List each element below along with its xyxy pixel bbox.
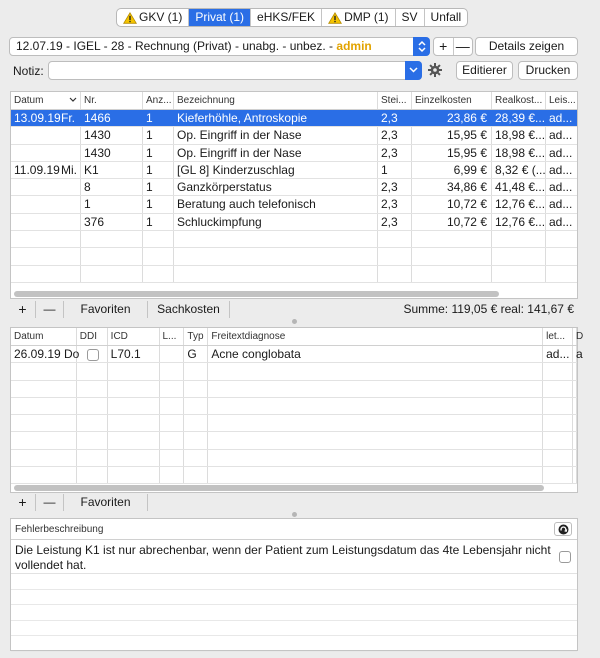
column-label: Anz... (146, 95, 172, 106)
column-label: let... (546, 331, 566, 342)
cell-datum (11, 467, 77, 483)
cell-date: 26.09.19 (14, 347, 61, 361)
column-label: Stei... (381, 95, 407, 106)
cell-einzel: 10,72 € (412, 196, 492, 212)
tab-label: GKV (1) (139, 10, 183, 24)
cell-icd (108, 432, 160, 448)
cell-einzel: 6,99 € (412, 162, 492, 178)
cell-d: a (573, 346, 577, 362)
diagnoses-body (11, 346, 583, 484)
cell-icd (108, 363, 160, 379)
services-col-header[interactable] (378, 92, 412, 109)
cell-stei (378, 248, 412, 264)
column-label: L... (162, 331, 177, 342)
cell-icd (108, 415, 160, 431)
cell-date: 13.09.19 (14, 111, 61, 125)
cell-bez: Op. Eingriff in der Nase (174, 145, 378, 161)
cell-datum (11, 179, 81, 195)
cell-real: 28,39 €... (492, 110, 546, 126)
cell-nr: 376 (81, 214, 143, 230)
cell-let (543, 415, 573, 431)
refresh-button[interactable] (554, 522, 572, 536)
empty-row (11, 248, 577, 265)
diagnoses-col-header[interactable] (208, 328, 543, 345)
cell-nr (81, 266, 143, 282)
diagnoses-table (10, 327, 584, 493)
cell-real: 12,76 €... (492, 214, 546, 230)
cell-ddi (77, 381, 108, 397)
error-panel-title: Fehlerbeschreibung (15, 524, 104, 535)
services-header (11, 92, 577, 110)
gear-icon[interactable] (427, 62, 443, 78)
cell-d (573, 450, 577, 466)
cell-einzel: 15,95 € (412, 145, 492, 161)
cell-nr: 1466 (81, 110, 143, 126)
cell-datum (11, 398, 77, 414)
cell-leis: ad... (549, 180, 573, 195)
cell-leis (546, 231, 575, 247)
cell-bez: Op. Eingriff in der Nase (174, 127, 378, 143)
cell-datum (11, 450, 77, 466)
chevron-down-icon[interactable] (405, 61, 422, 80)
cell-bez: Kieferhöhle, Antroskopie (174, 110, 378, 126)
column-label: Freitextdiagnose (211, 331, 286, 342)
services-col-header[interactable] (546, 92, 575, 109)
cell-anz (143, 231, 174, 247)
cell-let (543, 363, 573, 379)
cell-typ (184, 450, 208, 466)
diagnoses-col-header[interactable] (184, 328, 208, 345)
services-col-header[interactable] (143, 92, 174, 109)
cell-datum (11, 248, 81, 264)
cell-real (492, 231, 546, 247)
print-button[interactable]: Drucken (518, 61, 578, 80)
cell-stei: 2,3 (378, 145, 412, 161)
cell-datum (11, 127, 81, 143)
invoice-select[interactable] (9, 37, 430, 56)
cell-text (208, 415, 543, 431)
cell-d (573, 415, 577, 431)
cell-weekday: Fr. (61, 111, 75, 125)
diagnoses-col-header[interactable] (108, 328, 160, 345)
cell-d (573, 381, 577, 397)
cell-let (543, 450, 573, 466)
cell-icd (108, 450, 160, 466)
cell-nr: 1430 (81, 145, 143, 161)
cell-l (160, 381, 185, 397)
empty-row (11, 415, 577, 432)
error-ack-checkbox[interactable] (559, 551, 571, 563)
cell-stei (378, 266, 412, 282)
cell-real: 8,32 € (... (492, 162, 546, 178)
remove-service-button[interactable]: — (36, 301, 64, 318)
cell-date: 11.09.19 (14, 162, 60, 177)
cell-typ: G (184, 346, 208, 362)
cell-ddi (77, 450, 108, 466)
cell-real (492, 266, 546, 282)
cell-d (573, 398, 577, 414)
cell-bez: [GL 8] Kinderzuschlag (174, 162, 378, 178)
cell-bez: Ganzkörperstatus (174, 179, 378, 195)
cell-leis: ad... (549, 111, 573, 125)
cell-leis (546, 248, 575, 264)
sum-total: Summe: 119,05 € real: 141,67 € (403, 302, 574, 316)
warning-icon (328, 12, 342, 24)
cell-real (492, 248, 546, 264)
remove-invoice-button[interactable]: — (455, 38, 470, 54)
cell-text (208, 363, 543, 379)
error-text: Die Leistung K1 ist nur abrechenbar, wenn der Patient zum Leistungsdatum das 4te Lebensjahr nicht vollendet hat. (15, 543, 551, 572)
column-label: Datum (14, 331, 44, 342)
sachkosten-button[interactable]: Sachkosten (148, 301, 230, 318)
cell-icd (108, 381, 160, 397)
cell-typ (184, 398, 208, 414)
cell-let (543, 398, 573, 414)
column-label: DDI (79, 331, 97, 342)
empty-row (11, 381, 577, 398)
table-row[interactable] (11, 127, 577, 144)
cell-text (208, 398, 543, 414)
cell-d (573, 363, 577, 379)
cell-anz (143, 266, 174, 282)
empty-row (11, 621, 577, 637)
column-label: Bezeichnung (177, 95, 235, 106)
column-label: Nr. (84, 95, 97, 106)
diagnoses-col-header[interactable] (573, 328, 584, 345)
split-handle[interactable] (292, 319, 297, 324)
cell-ddi (77, 432, 108, 448)
services-scrollbar[interactable] (14, 291, 499, 297)
cell-leis: ad... (549, 214, 573, 229)
tab-4[interactable] (396, 9, 425, 26)
cell-let (543, 467, 573, 483)
cell-let (543, 381, 573, 397)
cell-anz: 1 (143, 127, 174, 143)
cell-nr (81, 248, 143, 264)
diagnoses-toolbar (10, 493, 578, 511)
invoice-user: admin (336, 39, 372, 53)
select-stepper-icon[interactable] (413, 37, 430, 56)
cell-stei: 2,3 (378, 214, 412, 230)
error-list (11, 540, 577, 652)
column-label: Typ (187, 331, 204, 342)
cell-typ (184, 363, 208, 379)
cell-bez: Schluckimpfung (174, 214, 378, 230)
empty-row (11, 432, 577, 449)
cell-typ (184, 432, 208, 448)
diagnosis-favoriten-button[interactable]: Favoriten (64, 494, 148, 511)
cell-typ (184, 415, 208, 431)
cell-leis (546, 266, 575, 282)
cell-leis: ad... (549, 197, 573, 212)
cell-let (543, 432, 573, 448)
empty-row (11, 605, 577, 621)
cell-real: 41,48 €... (492, 179, 546, 195)
cell-einzel: 34,86 € (412, 179, 492, 195)
cell-datum (11, 110, 81, 126)
empty-row (11, 363, 577, 380)
tab-label: eHKS/FEK (257, 10, 316, 24)
cell-icd (108, 467, 160, 483)
edit-button[interactable]: Editierer (456, 61, 513, 80)
empty-row (11, 398, 577, 415)
cell-anz: 1 (143, 145, 174, 161)
cell-text (208, 432, 543, 448)
cell-stei: 2,3 (378, 179, 412, 195)
table-row[interactable] (11, 196, 577, 213)
cell-l (160, 432, 185, 448)
cell-ddi (77, 415, 108, 431)
invoice-select-text: 12.07.19 - IGEL - 28 - Rechnung (Privat) - unabg. - unbez. - (16, 39, 337, 53)
cell-d (573, 432, 577, 448)
cell-anz: 1 (143, 162, 174, 178)
cell-l (160, 398, 185, 414)
cell-ddi (77, 467, 108, 483)
diagnoses-header (11, 328, 584, 346)
error-panel-header (11, 519, 577, 540)
cell-l (160, 346, 185, 362)
empty-row (11, 574, 577, 590)
cell-nr: 1430 (81, 127, 143, 143)
cell-anz (143, 248, 174, 264)
column-label: Realkost... (495, 95, 543, 106)
services-table (10, 91, 578, 299)
invoice-add-remove (433, 37, 473, 56)
column-label: Leis... (549, 95, 576, 106)
cell-stei: 2,3 (378, 127, 412, 143)
cell-einzel: 23,86 € (412, 110, 492, 126)
cell-l (160, 363, 185, 379)
cell-datum (11, 214, 81, 230)
add-diagnosis-button[interactable]: + (10, 494, 36, 511)
empty-row (11, 266, 577, 283)
remove-diagnosis-button[interactable]: — (36, 494, 64, 511)
services-col-header[interactable] (174, 92, 378, 109)
table-row[interactable] (11, 145, 577, 162)
cell-einzel (412, 266, 492, 282)
billing-tabs (116, 8, 468, 27)
empty-row (11, 590, 577, 606)
cell-text (208, 381, 543, 397)
tab-label: Unfall (430, 10, 462, 24)
cell-leis: ad... (549, 145, 573, 160)
cell-text (208, 450, 543, 466)
cell-l (160, 467, 185, 483)
cell-nr: 8 (81, 179, 143, 195)
add-invoice-button[interactable]: + (434, 38, 454, 55)
cell-datum (11, 231, 81, 247)
cell-nr (81, 231, 143, 247)
cell-datum (11, 381, 77, 397)
refresh-icon (558, 524, 569, 535)
cell-let: ad... (543, 346, 573, 362)
tab-label: SV (401, 10, 418, 24)
split-handle-2[interactable] (292, 512, 297, 517)
cell-real: 18,98 €... (492, 145, 546, 161)
cell-einzel (412, 248, 492, 264)
cell-einzel (412, 231, 492, 247)
tab-0[interactable] (117, 9, 189, 26)
cell-icd (108, 398, 160, 414)
cell-nr: K1 (81, 162, 143, 178)
cell-bez (174, 231, 378, 247)
cell-datum (11, 415, 77, 431)
tab-2[interactable] (251, 9, 322, 26)
cell-icd: L70.1 (108, 346, 160, 362)
services-col-header[interactable] (11, 92, 81, 109)
empty-row (11, 636, 577, 652)
column-label: Datum (14, 95, 44, 106)
cell-typ (184, 381, 208, 397)
sort-chevron-icon (69, 92, 77, 110)
cell-real: 18,98 €... (492, 127, 546, 143)
column-label: Einzelkosten (415, 95, 472, 106)
diagnoses-col-header[interactable] (543, 328, 573, 345)
services-col-header[interactable] (412, 92, 492, 109)
cell-leis: ad... (549, 162, 573, 177)
cell-datum (11, 162, 81, 178)
cell-bez (174, 266, 378, 282)
notiz-label: Notiz: (13, 64, 44, 78)
cell-datum (11, 145, 81, 161)
diagnoses-col-header[interactable] (11, 328, 77, 345)
diagnoses-col-header[interactable] (160, 328, 185, 345)
cell-leis: ad... (549, 128, 573, 143)
tab-3[interactable] (322, 9, 395, 26)
tab-5[interactable] (425, 9, 468, 26)
cell-ddi (77, 363, 108, 379)
cell-weekday: Mi. (61, 162, 77, 177)
services-toolbar (10, 300, 578, 318)
cell-typ (184, 467, 208, 483)
cell-stei: 2,3 (378, 196, 412, 212)
cell-datum (11, 196, 81, 212)
cell-datum (11, 432, 77, 448)
cell-einzel: 15,95 € (412, 127, 492, 143)
table-row[interactable] (11, 346, 583, 363)
cell-datum (11, 266, 81, 282)
tab-label: DMP (1) (344, 10, 389, 24)
cell-ddi (77, 398, 108, 414)
table-row[interactable] (11, 214, 577, 231)
cell-d (573, 467, 577, 483)
cell-anz: 1 (143, 179, 174, 195)
ddi-checkbox[interactable] (87, 349, 99, 361)
cell-l (160, 450, 185, 466)
cell-bez: Beratung auch telefonisch (174, 196, 378, 212)
services-col-header[interactable] (492, 92, 546, 109)
empty-row (11, 450, 577, 467)
table-row[interactable] (11, 162, 577, 179)
cell-stei: 2,3 (378, 110, 412, 126)
services-body (11, 110, 577, 283)
cell-anz: 1 (143, 110, 174, 126)
cell-stei (378, 231, 412, 247)
cell-text (208, 467, 543, 483)
cell-stei: 1 (378, 162, 412, 178)
column-label: ICD (110, 331, 128, 342)
cell-weekday: Do (64, 347, 80, 361)
empty-row (11, 467, 577, 484)
services-col-header[interactable] (81, 92, 143, 109)
tab-1[interactable] (189, 9, 251, 26)
cell-datum (11, 346, 80, 362)
table-row[interactable] (11, 110, 577, 127)
empty-row (11, 231, 577, 248)
add-service-button[interactable]: + (10, 301, 36, 318)
cell-bez (174, 248, 378, 264)
cell-text: Acne conglobata (208, 346, 543, 362)
error-row (11, 540, 577, 574)
cell-einzel: 10,72 € (412, 214, 492, 230)
error-panel (10, 518, 578, 651)
cell-anz: 1 (143, 214, 174, 230)
details-button[interactable]: Details zeigen (475, 37, 578, 56)
column-label: D (576, 331, 584, 342)
tab-label: Privat (1) (195, 10, 245, 24)
warning-icon (123, 12, 137, 24)
cell-real: 12,76 €... (492, 196, 546, 212)
table-row[interactable] (11, 179, 577, 196)
diagnoses-scrollbar[interactable] (14, 485, 544, 491)
cell-datum (11, 363, 77, 379)
favoriten-button[interactable]: Favoriten (64, 301, 148, 318)
cell-anz: 1 (143, 196, 174, 212)
diagnoses-col-header[interactable] (77, 328, 108, 345)
cell-nr: 1 (81, 196, 143, 212)
cell-ddi (77, 346, 108, 362)
notiz-input[interactable] (48, 61, 422, 80)
cell-l (160, 415, 185, 431)
